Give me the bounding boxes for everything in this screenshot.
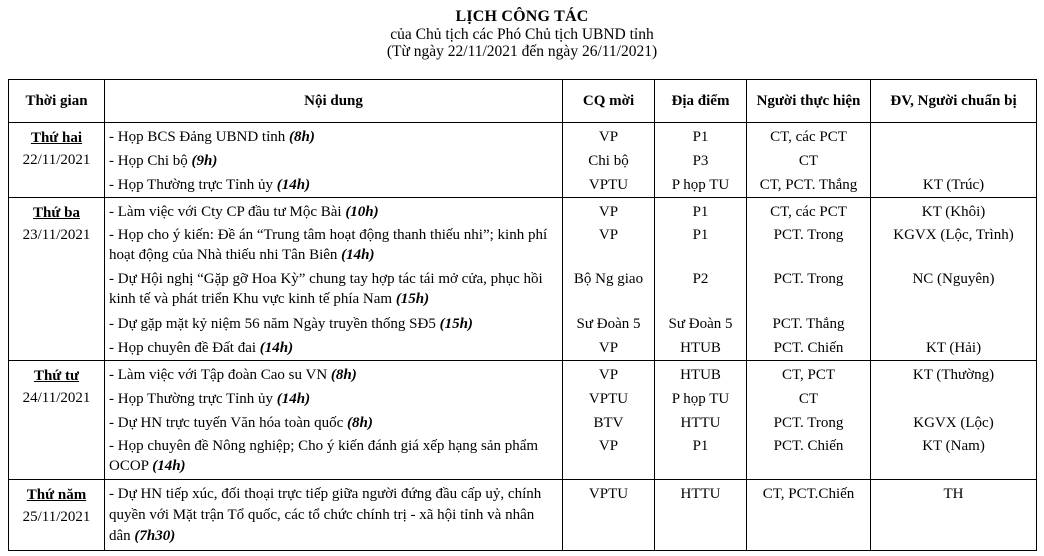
agenda-item [109,336,558,360]
agenda-item-text: - Họp cho ý kiến: Đề án “Trung tâm hoạt động thanh thiếu nhi”; kinh phí hoạt động của Nhà thiếu nhi Tân Biên [109,227,548,263]
agenda-item-time: (8h) [347,415,373,431]
agenda-item-time: (14h) [276,177,311,193]
performer-value: CT [798,153,819,169]
column-header-inviter: CQ mời [563,80,655,123]
agenda-item-time: (14h) [276,391,311,407]
column-header-time: Thời gian [9,80,105,123]
preparer-cell [871,198,1037,361]
preparer-cell [871,361,1037,480]
preparer-value: KT (Khôi) [921,204,986,220]
location-cell [655,480,747,551]
location-value: HTTU [680,415,721,431]
agenda-item [109,173,558,197]
agenda-item [109,435,558,479]
agenda-item-time: (9h) [191,153,218,169]
agenda-item [109,363,558,387]
location-value: P họp TU [671,391,730,407]
column-header-performer: Người thực hiện [747,80,871,123]
agenda-item-time: (15h) [439,316,473,332]
agenda-item-text: - Dự Hội nghị “Gặp gỡ Hoa Kỳ” chung tay hợp tác tái mở cửa, phục hồi kinh tế và phát triển Khu vực kinh tế phía Nam [109,271,543,307]
location-cell [655,123,747,198]
agenda-item [109,268,558,312]
agenda-item-text: - Họp Thường trực Tỉnh ủy [109,391,277,407]
day-date: 23/11/2021 [22,227,91,243]
agenda-item [109,224,558,268]
agenda-item-text: - Dự HN trực tuyến Văn hóa toàn quốc [109,415,348,431]
content-cell [105,480,563,551]
document-header [0,8,1044,60]
inviter-value: VP [598,438,619,454]
inviter-value: VPTU [588,391,629,407]
agenda-item [109,387,558,411]
date-range: (Từ ngày 22/11/2021 đến ngày 26/11/2021) [386,43,658,60]
day-cell [9,361,105,480]
column-header-content: Nội dung [105,80,563,123]
day-name: Thứ hai [30,130,83,146]
preparer-value: TH [943,486,964,502]
day-date: 22/11/2021 [22,152,91,168]
agenda-item-text: - Làm việc với Tập đoàn Cao su VN [109,367,331,383]
location-value: P1 [692,204,709,220]
performer-value: PCT. Trong [773,415,844,431]
agenda-item-time: (14h) [341,247,375,263]
day-date: 25/11/2021 [22,509,91,525]
agenda-item-text: - Làm việc với Cty CP đầu tư Mộc Bài [109,204,346,220]
performer-cell [747,480,871,551]
table-header-row [9,80,1037,123]
agenda-item-time: (10h) [345,204,379,220]
agenda-item-text: - Dự gặp mặt kỷ niệm 56 năm Ngày truyền thống SĐ5 [109,316,440,332]
schedule-body [9,123,1037,551]
preparer-value: KT (Thường) [912,367,995,383]
content-cell [105,123,563,198]
preparer-value [871,149,1036,173]
performer-value: CT, các PCT [770,129,847,145]
content-cell [105,198,563,361]
document-subtitle: của Chủ tịch các Phó Chủ tịch UBND tỉnh [390,26,654,43]
location-value: HTUB [680,340,721,356]
location-value: HTUB [680,367,721,383]
performer-value: PCT. Thắng [772,316,845,332]
preparer-value: KT (Nam) [922,438,985,454]
performer-cell [747,123,871,198]
inviter-cell [563,123,655,198]
performer-cell [747,361,871,480]
day-name: Thứ ba [33,205,80,221]
preparer-value [871,387,1036,411]
day-name: Thứ năm [26,487,87,503]
day-cell [9,480,105,551]
performer-value: PCT. Chiến [773,438,844,454]
agenda-item-time: (14h) [259,340,294,356]
schedule-table [8,79,1037,551]
preparer-value: KT (Trúc) [922,177,985,193]
location-value: P1 [692,227,709,243]
preparer-value: KGVX (Lộc) [913,415,994,431]
inviter-value: BTV [593,415,624,431]
agenda-item-text: - Họp chuyên đề Đất đai [109,340,260,356]
performer-value: CT, PCT. Thắng [759,177,858,193]
agenda-item-text: - Họp Chi bộ [109,153,192,169]
table-row [9,361,1037,480]
inviter-value: VP [598,204,619,220]
agenda-item-text: - Họp chuyên đề Nông nghiệp; Cho ý kiến đánh giá xếp hạng sản phẩm OCOP [109,438,539,474]
inviter-value: VPTU [588,177,629,193]
inviter-value: VPTU [588,486,629,502]
agenda-item [109,312,558,336]
inviter-value: VP [598,340,619,356]
inviter-cell [563,480,655,551]
performer-value: CT, PCT [781,367,836,383]
agenda-item-time: (8h) [289,129,315,145]
performer-value: CT [798,391,819,407]
day-date: 24/11/2021 [22,390,91,406]
location-cell [655,198,747,361]
performer-value: CT, PCT.Chiến [762,486,855,502]
preparer-value [871,125,1036,149]
agenda-item-time: (15h) [395,291,430,307]
agenda-item-time: (7h30) [134,528,176,544]
agenda-item [109,411,558,435]
table-row [9,123,1037,198]
table-row [9,198,1037,361]
agenda-item [109,149,558,173]
location-value: P họp TU [671,177,730,193]
location-value: HTTU [680,486,721,502]
day-cell [9,123,105,198]
table-row [9,480,1037,551]
preparer-value [871,312,1036,336]
performer-value: PCT. Trong [773,271,844,287]
performer-cell [747,198,871,361]
agenda-item-text: - Họp BCS Đảng UBND tỉnh [109,129,290,145]
agenda-item [109,482,558,550]
column-header-preparer: ĐV, Người chuẩn bị [871,80,1037,123]
inviter-value: Bộ Ng giao [573,271,644,287]
preparer-value: NC (Nguyên) [912,271,995,287]
inviter-value: Chi bộ [588,153,629,169]
preparer-value: KGVX (Lộc, Trình) [893,227,1014,243]
inviter-value: VP [598,129,619,145]
agenda-item-time: (8h) [330,367,357,383]
inviter-cell [563,198,655,361]
performer-value: CT, các PCT [770,204,847,220]
inviter-value: Sư Đoàn 5 [576,316,641,332]
preparer-cell [871,123,1037,198]
location-value: P3 [692,153,709,169]
inviter-value: VP [598,367,619,383]
inviter-value: VP [598,227,619,243]
location-value: P2 [692,271,709,287]
location-value: Sư Đoàn 5 [668,316,733,332]
column-header-location: Địa điểm [655,80,747,123]
day-name: Thứ tư [33,368,80,384]
preparer-cell [871,480,1037,551]
location-value: P1 [692,129,709,145]
location-value: P1 [692,438,709,454]
agenda-item-time: (14h) [152,458,186,474]
agenda-item [109,200,558,224]
agenda-item-text: - Họp Thường trực Tỉnh ủy [109,177,277,193]
performer-value: PCT. Trong [773,227,844,243]
agenda-item [109,125,558,149]
location-cell [655,361,747,480]
preparer-value: KT (Hải) [925,340,982,356]
day-cell [9,198,105,361]
inviter-cell [563,361,655,480]
content-cell [105,361,563,480]
performer-value: PCT. Chiến [773,340,844,356]
document-title: LỊCH CÔNG TÁC [455,8,589,25]
agenda-item-text: - Dự HN tiếp xúc, đối thoại trực tiếp giữa người đứng đầu cấp uỷ, chính quyền với Mặt trận Tổ quốc, các tổ chức chính trị - xã hội tỉnh và nhân dân [109,486,542,544]
